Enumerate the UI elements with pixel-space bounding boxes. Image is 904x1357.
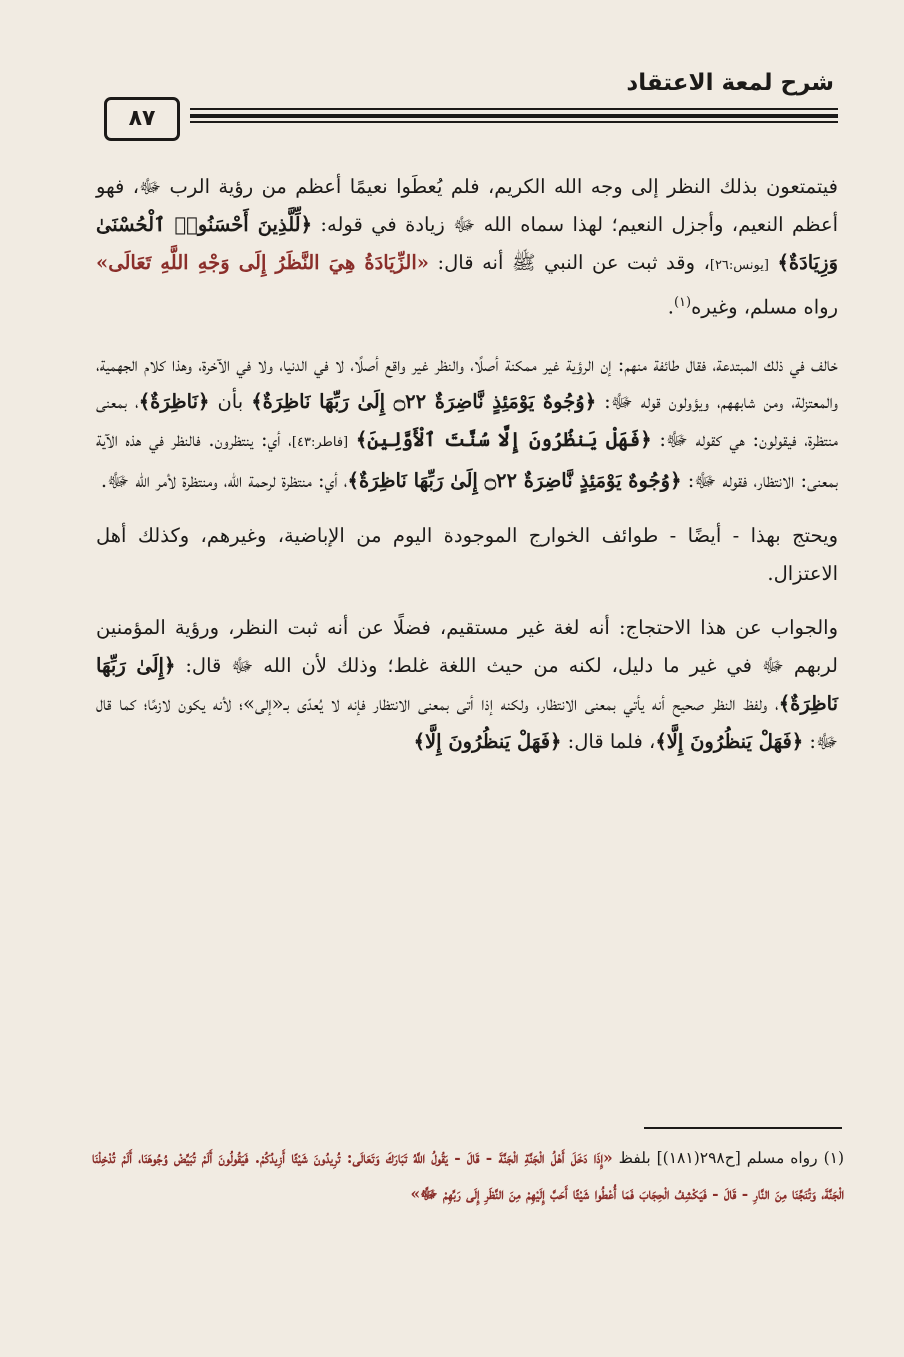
paragraph-3: ويحتج بهذا - أيضًا - طوائف الخوارج الموجودة اليوم من الإباضية، وغيرهم، وكذلك أهل الاعتزال. [96, 523, 838, 585]
verse-reference: [فاطر:٤٣] [291, 435, 349, 451]
p1-text-a: فيتمتعون بذلك النظر إلى وجه الله الكريم، فلم يُعطَوا نعيمًا أعظم من رؤية الرب ﷻ، فهو أعظم النعيم، وأجزل النعيم؛ لهذا سماه الله ﷻ زيادة في قوله: [96, 175, 839, 236]
verse-reference: [يونس:٢٦] [709, 257, 769, 273]
quran-verse: ﴿نَاظِرَةٌ﴾ [138, 390, 210, 414]
paragraph-1 [96, 168, 838, 327]
header-rule-line-bottom [190, 121, 838, 123]
running-head-title: شرح لمعة الاعتقاد [626, 70, 834, 96]
p1-text-c: رواه مسلم، وغيره [691, 295, 838, 319]
page-number-box: ٨٧ [104, 97, 180, 141]
header-rule-line-top [190, 108, 838, 110]
quran-verse: ﴿لِّلَّذِينَ أَحْسَنُوا۟ ٱلْحُسْنَىٰ وَزِيَادَةٌ﴾ [96, 212, 838, 274]
quran-verse: ﴿فَهَلْ يَنظُرُونَ إِلَّا﴾ [413, 729, 562, 753]
p4-text-a: والجواب عن هذا الاحتجاج: أنه لغة غير مستقيم، فضلًا عن أنه ثبت النظر، ورؤية المؤمنين لربهم ﷻ في غير ما دليل، لكنه من حيث اللغة غلط؛ وذلك لأن الله ﷻ قال: [96, 616, 838, 678]
p2-text-d: ، أي: ينتظرون. فالنظر في هذه الآية بمعنى: الانتظار، فقوله ﷻ: [96, 428, 838, 493]
p2-text-b: بأن [209, 390, 252, 414]
p2-text-a: خالف في ذلك المبتدعة، فقال طائفة منهم: إن الرؤية غير ممكنة أصلًا، والنظر غير واقع أصلًا، لا في الدنيا، ولا في الآخرة، وهذا كلام الجهمية، والمعتزلة، ومن شابههم، ويؤولون قوله ﷻ: [96, 352, 838, 414]
header-rule-line-middle [190, 114, 838, 118]
p2-text-c: ، بمعنى منتظرة، فيقولون: هي كقوله ﷻ: [96, 390, 838, 452]
paragraph-2 [96, 346, 838, 500]
paragraph-4 [96, 609, 838, 760]
footnote-separator [644, 1127, 842, 1129]
p2-text-e: ، أي: منتظرة لرحمة الله، ومنتظرة لأمر الله ﷻ. [100, 469, 348, 493]
quran-verse: ﴿فَهَلْ يَنظُرُونَ إِلَّا﴾ [655, 729, 804, 753]
main-text [96, 168, 838, 778]
quran-verse: ﴿وُجُوهٌ يَوْمَئِذٍ نَّاضِرَةٌ ۝٢٢ إِلَىٰ رَبِّهَا نَاظِرَةٌ﴾ [347, 469, 682, 493]
p1-text-d: . [667, 295, 674, 319]
p4-text-c: ، فلما قال: [561, 729, 656, 753]
footnote-hadith-quote: «إِذَا دَخَلَ أَهْلُ الْجَنَّةِ الْجَنَّةَ - قَالَ - يَقُولُ اللَّهُ تَبَارَكَ وَتَعَالَى: تُرِيدُونَ شَيْئًا أَزِيدُكُمْ. فَيَقُولُونَ أَلَمْ تُبَيِّضْ وُجُوهَنَا، أَلَمْ تُدْخِلْنَا الْجَنَّةَ، وَتُنَجِّنَا مِنَ النَّارِ - قَالَ - فَيَكْشِفُ الْحِجَابَ فَمَا أُعْطُوا شَيْئًا أَحَبَّ إِلَيْهِمْ مِنَ النَّظَرِ إِلَى رَبِّهِمْ ﷻ» [92, 1148, 844, 1203]
quran-verse: ﴿وُجُوهٌ يَوْمَئِذٍ نَّاضِرَةٌ ۝٢٢ إِلَىٰ رَبِّهَا نَاظِرَةٌ﴾ [251, 390, 597, 414]
footnote-number: (١) [823, 1149, 845, 1167]
footnote-text: رواه مسلم [ح٢٩٨(١٨١)] بلفظ [612, 1149, 824, 1167]
quran-verse: ﴿إِلَىٰ رَبِّهَا نَاظِرَةٌ﴾ [96, 654, 838, 716]
footnote-1 [92, 1140, 844, 1212]
header-rule [190, 108, 838, 124]
quran-verse: ﴿فَهَلْ يَنظُرُونَ إِلَّا سُنَّتَ ٱلْأَوَّلِينَ﴾ [355, 428, 652, 452]
p4-text-b: ، ولفظ النظر صحيح أنه يأتي بمعنى الانتظار، ولكنه إذا أتى بمعنى الانتظار فإنه لا يُعدّى بـ«إلى»؛ لأنه يكون لازمًا؛ كما قال ﷻ: [96, 692, 838, 753]
p1-text-b: ، وقد ثبت عن النبي ﷺ أنه قال: [428, 250, 710, 274]
hadith-quote: «الزِّيَادَةُ هِيَ النَّظَرُ إِلَى وَجْهِ اللَّهِ تَعَالَى» [96, 250, 429, 274]
footnote-marker[interactable]: (١) [673, 295, 692, 311]
